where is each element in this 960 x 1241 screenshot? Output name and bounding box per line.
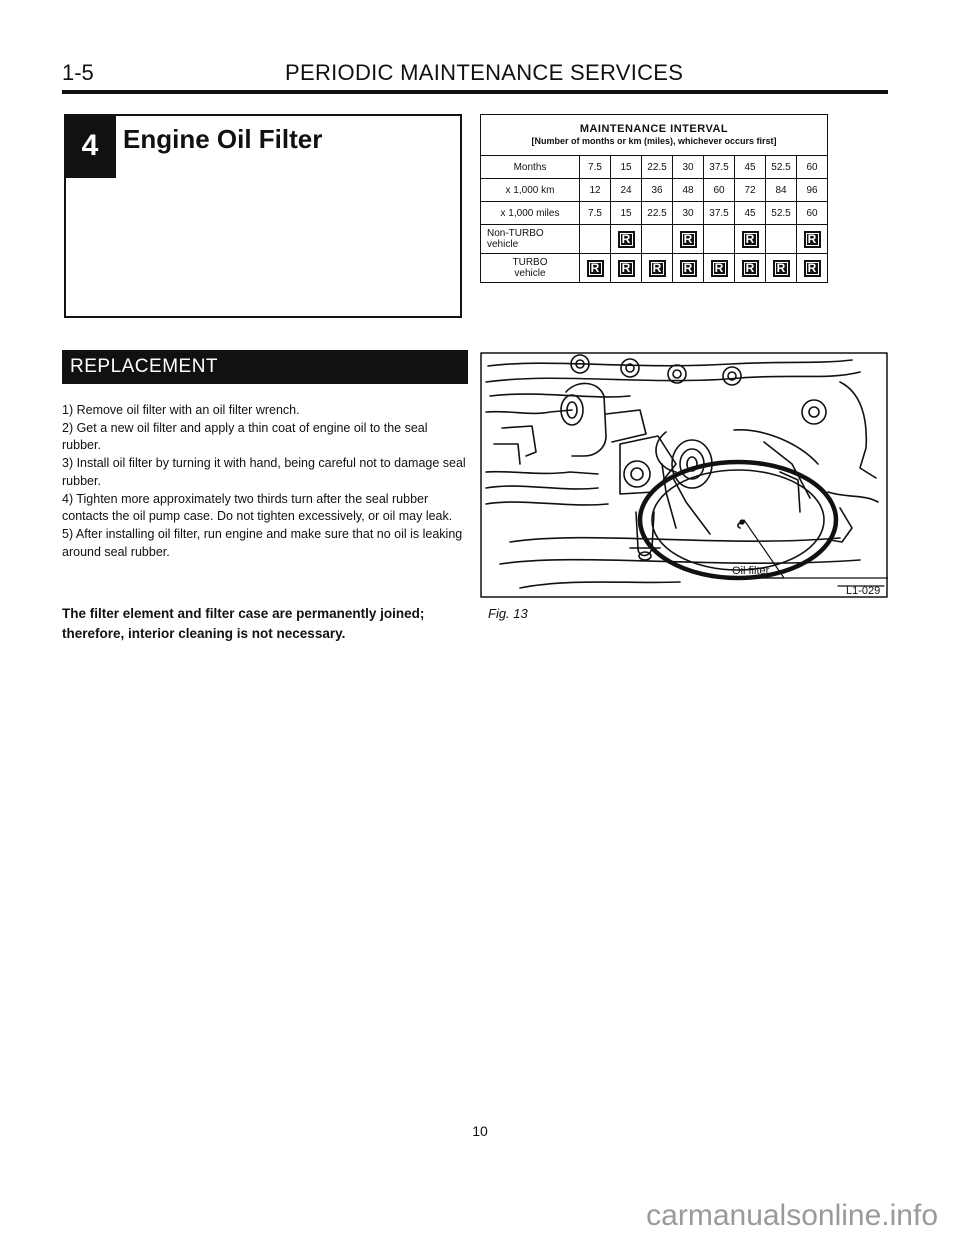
page-section-number: 1-5: [62, 60, 94, 85]
row-label: [481, 225, 580, 254]
replace-mark-icon: R: [680, 260, 697, 277]
step-text: 4) Tighten more approximately two thirds turn after the seal rubber contacts the oil pump case. Do not tighten excessively, or oil may leak.: [62, 491, 453, 524]
section-title: Engine Oil Filter: [123, 124, 323, 154]
table-title: MAINTENANCE INTERVAL: [579, 123, 729, 135]
replace-mark-icon: R: [680, 231, 697, 248]
row-label-line: vehicle: [487, 239, 519, 250]
replace-mark-icon: R: [773, 260, 790, 277]
table-cell: 22.5: [642, 202, 673, 225]
mark-cell: [642, 225, 673, 254]
table-row-nonturbo: [481, 225, 828, 254]
oil-filter-illustration: [480, 352, 888, 598]
table-cell: 37.5: [704, 156, 735, 179]
header-rule: [62, 90, 888, 94]
mark-cell: [673, 225, 704, 254]
mark-cell: [673, 254, 704, 283]
table-cell: 60: [797, 202, 828, 225]
table-cell: 15: [611, 202, 642, 225]
mark-cell: [704, 225, 735, 254]
table-cell: 60: [797, 156, 828, 179]
table-cell: 36: [642, 179, 673, 202]
table-cell: 15: [611, 156, 642, 179]
table-row: [481, 156, 828, 179]
footer-page-number: 10: [472, 1123, 488, 1139]
row-label-line: TURBO: [512, 257, 548, 268]
table-row-turbo: [481, 254, 828, 283]
table-cell: 96: [797, 179, 828, 202]
mark-cell: [766, 225, 797, 254]
cleaning-note: The filter element and filter case are permanently joined; therefore, interior cleaning is not necessary.: [62, 606, 425, 641]
table-cell: 52.5: [766, 156, 797, 179]
table-cell: 72: [735, 179, 766, 202]
table-subtitle: [Number of months or km (miles), whichever occurs first]: [531, 136, 777, 147]
table-cell: 84: [766, 179, 797, 202]
row-label: x 1,000 km: [481, 179, 580, 202]
maintenance-interval-table: [480, 114, 828, 283]
replace-mark-icon: R: [618, 260, 635, 277]
callout-dot: [739, 519, 744, 524]
mark-cell: [704, 254, 735, 283]
table-cell: 30: [673, 156, 704, 179]
table-cell: 24: [611, 179, 642, 202]
section-title-box: [64, 114, 462, 318]
table-cell: 22.5: [642, 156, 673, 179]
row-label: x 1,000 miles: [481, 202, 580, 225]
mark-cell: [797, 254, 828, 283]
mark-cell: [580, 254, 611, 283]
replace-mark-icon: R: [711, 260, 728, 277]
step-text: 5) After installing oil filter, run engine and make sure that no oil is leaking around seal rubber.: [62, 526, 463, 559]
table-row: [481, 179, 828, 202]
mark-cell: [766, 254, 797, 283]
row-label: [481, 254, 580, 283]
table-cell: 60: [704, 179, 735, 202]
replace-mark-icon: R: [618, 231, 635, 248]
replace-mark-icon: R: [649, 260, 666, 277]
table-cell: 30: [673, 202, 704, 225]
step-text: 1) Remove oil filter with an oil filter wrench.: [62, 403, 300, 417]
step-text: 3) Install oil filter by turning it with hand, being careful not to damage seal rubber.: [62, 456, 466, 488]
table-cell: 7.5: [580, 202, 611, 225]
replacement-heading: REPLACEMENT: [62, 350, 468, 384]
row-label-line: vehicle: [514, 268, 546, 279]
table-cell: 12: [580, 179, 611, 202]
page-header-title: PERIODIC MAINTENANCE SERVICES: [285, 60, 684, 85]
table-row: [481, 202, 828, 225]
replace-mark-icon: R: [804, 231, 821, 248]
replace-mark-icon: R: [587, 260, 604, 277]
replace-mark-icon: R: [742, 231, 759, 248]
replace-mark-icon: R: [804, 260, 821, 277]
mark-cell: [735, 225, 766, 254]
row-label-line: Non-TURBO: [487, 228, 544, 239]
table-cell: 45: [735, 202, 766, 225]
mark-cell: [580, 225, 611, 254]
mark-cell: [611, 225, 642, 254]
replace-mark-icon: R: [742, 260, 759, 277]
mark-cell: [797, 225, 828, 254]
table-caption: [481, 115, 828, 156]
row-label: Months: [481, 156, 580, 179]
figure-code: L1-029: [846, 585, 881, 597]
table-cell: 52.5: [766, 202, 797, 225]
mark-cell: [642, 254, 673, 283]
step-text: 2) Get a new oil filter and apply a thin coat of engine oil to the seal rubber.: [62, 420, 428, 453]
table-cell: 45: [735, 156, 766, 179]
table-cell: 37.5: [704, 202, 735, 225]
figure-caption: Fig. 13: [488, 606, 528, 621]
section-number-badge: 4: [64, 114, 116, 178]
figure-callout-label: Oil filter: [732, 565, 770, 577]
replacement-steps: [62, 402, 468, 561]
mark-cell: [611, 254, 642, 283]
table-cell: 7.5: [580, 156, 611, 179]
table-cell: 48: [673, 179, 704, 202]
mark-cell: [735, 254, 766, 283]
watermark: carmanualsonline.info: [646, 1199, 938, 1232]
